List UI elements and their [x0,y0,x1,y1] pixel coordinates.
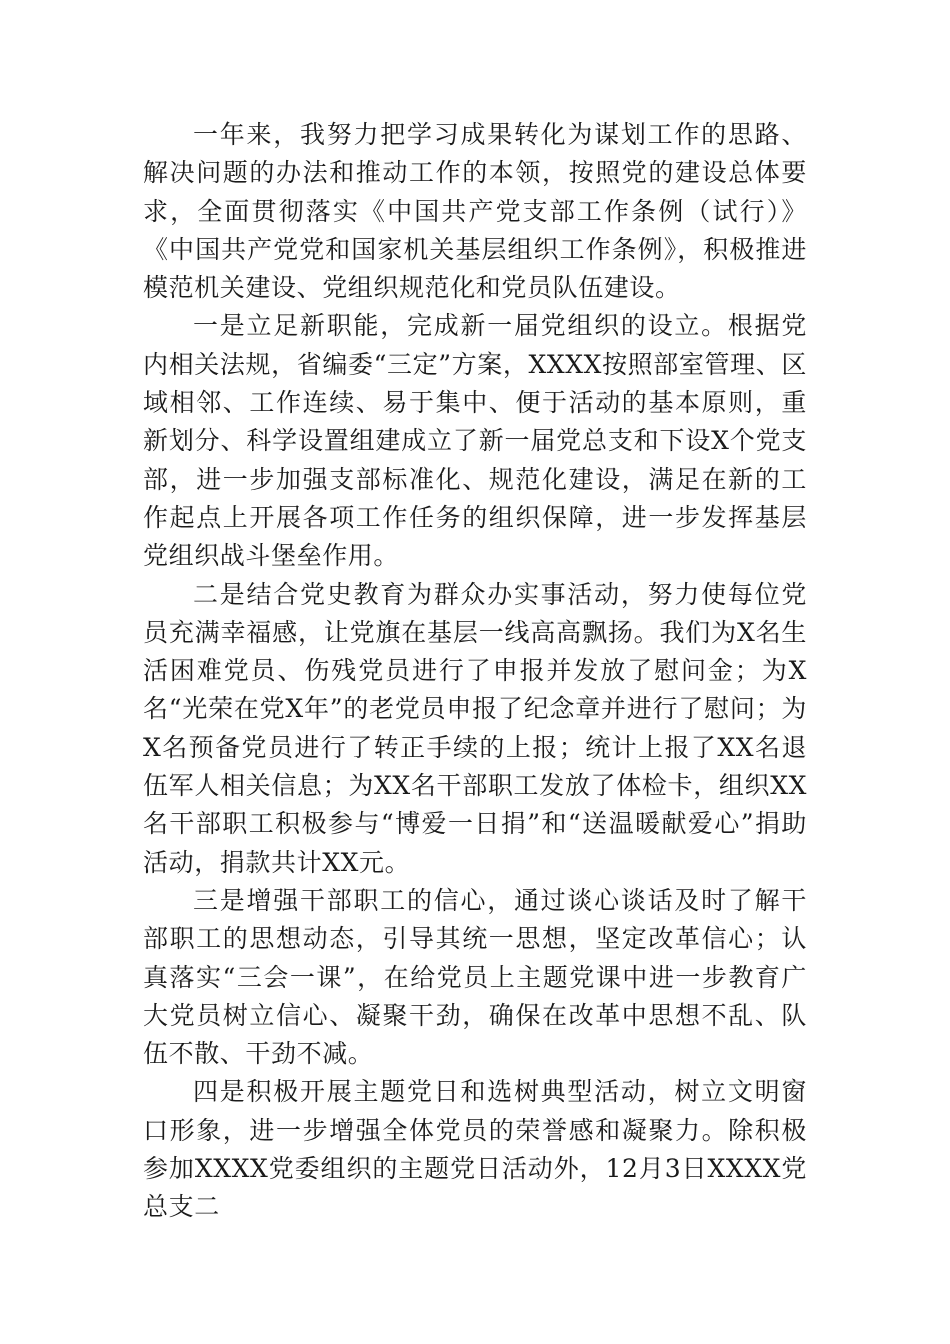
document-body [143,116,807,1227]
paragraph-point-three: 三是增强干部职工的信心，通过谈心谈话及时了解干部职工的思想动态，引导其统一思想，坚定改革信心；认真落实“三会一课”，在给党员上主题党课中进一步教育广大党员树立信心、凝聚干劲，确保在改革中思想不乱、队伍不散、干劲不减。 [143,885,807,1069]
paragraph-point-one: 一是立足新职能，完成新一届党组织的设立。根据党内相关法规，省编委“三定”方案，XXXX按照部室管理、区域相邻、工作连续、易于集中、便于活动的基本原则，重新划分、科学设置组建成立了新一届党总支和下设X个党支部，进一步加强支部标准化、规范化建设，满足在新的工作起点上开展各项工作任务的组织保障，进一步发挥基层党组织战斗堡垒作用。 [143,311,807,571]
paragraph-intro: 一年来，我努力把学习成果转化为谋划工作的思路、解决问题的办法和推动工作的本领，按照党的建设总体要求，全面贯彻落实《中国共产党支部工作条例（试行）》《中国共产党党和国家机关基层组织工作条例》，积极推进模范机关建设、党组织规范化和党员队伍建设。 [143,120,807,303]
paragraph-point-two: 二是结合党史教育为群众办实事活动，努力使每位党员充满幸福感，让党旗在基层一线高高飘扬。我们为X名生活困难党员、伤残党员进行了申报并发放了慰问金；为X名“光荣在党X年”的老党员申报了纪念章并进行了慰问；为X名预备党员进行了转正手续的上报；统计上报了XX名退伍军人相关信息；为XX名干部职工发放了体检卡，组织XX名干部职工积极参与“博爱一日捐”和“送温暖献爱心”捐助活动，捐款共计XX元。 [143,579,807,877]
paragraph-point-four: 四是积极开展主题党日和选树典型活动，树立文明窗口形象，进一步增强全体党员的荣誉感和凝聚力。除积极参加XXXX党委组织的主题党日活动外，12月3日XXXX党总支二 [143,1077,807,1222]
